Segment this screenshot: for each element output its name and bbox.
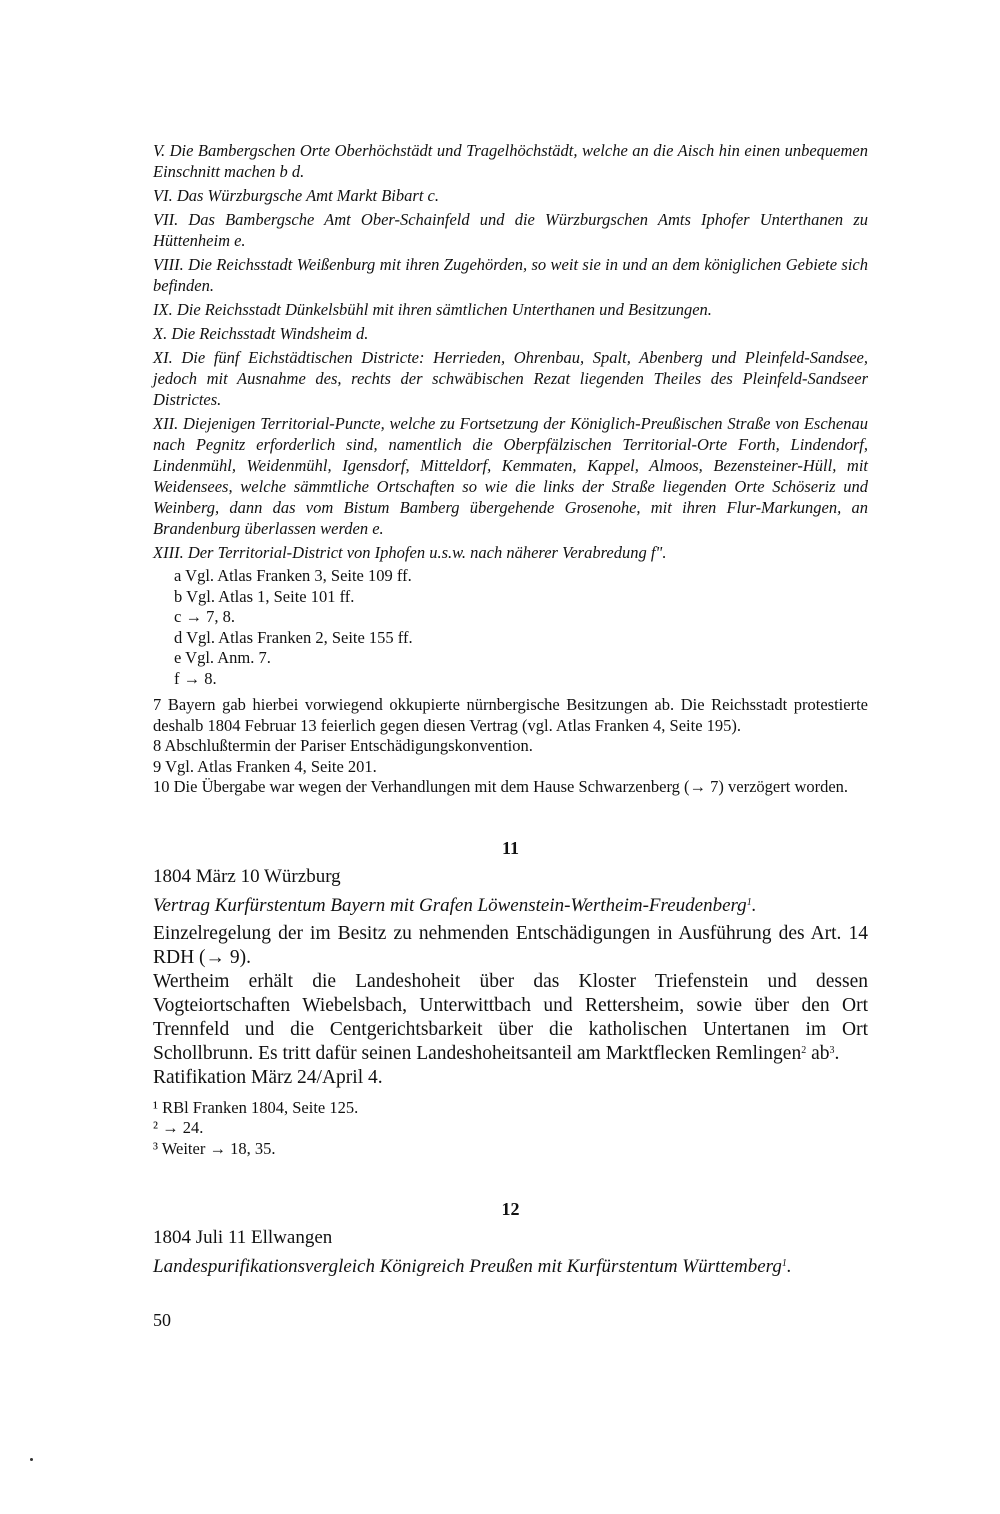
article-xii: XII. Diejenigen Territorial-Puncte, welche zu Fortsetzung der Königlich-Preußischen Straße von Eschenau nach Pegnitz erforderlich sind, namentlich die Oberpfälzischen Territorial-Orte Forth, Lindendorf, Lindenmühl, Weidenmühl, Igensdorf, Mitteldorf, Kemmaten, Kappel, Almoos, Bezensteiner-Hüll, mit Weidensees, welche sämmtliche Ortschaften so wie die links der Straße liegenden Orte Schöseriz und Weinberg, dann das vom Bistum Bamberg übergehende Grosenohe, mit ihren Flur-Markungen, an Brandenburg überlassen werden e. (153, 414, 868, 538)
document-page (153, 140, 868, 1331)
document-11-footnote-1: ¹ RBl Franken 1804, Seite 125. (153, 1097, 359, 1117)
letter-note-b: b Vgl. Atlas 1, Seite 101 ff. (174, 586, 355, 606)
document-12-title-footnote-ref: 1 (781, 1258, 787, 1269)
document-11-date-place: 1804 März 10 Würzburg (153, 865, 341, 887)
document-11-footnote-3: ³ Weiter → 18, 35. (153, 1138, 276, 1158)
document-11-body (153, 922, 868, 1090)
document-11-content-ab: ab (806, 1042, 830, 1064)
page-number: 50 (153, 1310, 171, 1330)
article-viii: VIII. Die Reichsstadt Weißenburg mit ihren Zugehörden, so weit sie in und an dem königlichen Gebiete sich befinden. (153, 255, 868, 295)
document-11-summary: Einzelregelung der im Besitz zu nehmenden Entschädigungen in Ausführung des Art. 14 RDH (→ 9). (153, 922, 868, 968)
document-12-title-end: . (786, 1256, 792, 1277)
document-number-12: 12 (501, 1199, 520, 1219)
document-11-ratification: Ratifikation März 24/April 4. (153, 1066, 383, 1088)
numbered-footnotes (153, 695, 868, 798)
letter-note-e: e Vgl. Anm. 7. (174, 648, 271, 667)
document-12-title (153, 1254, 868, 1280)
document-11-footnote-2: ² → 24. (153, 1118, 204, 1137)
article-xiii: XIII. Der Territorial-District von Iphofen u.s.w. nach näherer Verabredung f". (153, 543, 667, 562)
article-x: X. Die Reichsstadt Windsheim d. (153, 324, 369, 343)
letter-note-c: c → 7, 8. (174, 607, 235, 626)
scan-speck (30, 1458, 33, 1461)
article-vii: VII. Das Bambergsche Amt Ober-Schainfeld und die Würzburgschen Amts Iphofer Unterthanen zu Hüttenheim e. (153, 210, 868, 250)
document-12-title-text: Landespurifikationsvergleich Königreich Preußen mit Kurfürstentum Württemberg (153, 1256, 782, 1277)
document-11-footnotes (153, 1098, 868, 1160)
footnote-ref-3: 3 (829, 1044, 835, 1056)
document-11-content-end: . (834, 1042, 840, 1064)
article-ix: IX. Die Reichsstadt Dünkelsbühl mit ihren sämtlichen Unterthanen und Besitzungen. (153, 300, 712, 319)
document-11-content (153, 970, 868, 1066)
footnote-7: 7 Bayern gab hierbei vorwiegend okkupierte nürnbergische Besitzungen ab. Die Reichsstadt protestierte deshalb 1804 Februar 13 feierlich gegen diesen Vertrag (vgl. Atlas Franken 4, Seite 195). (153, 695, 868, 735)
footnote-10: 10 Die Übergabe war wegen der Verhandlungen mit dem Hause Schwarzenberg (→ 7) verzögert worden. (153, 777, 849, 796)
document-11-content-text: Wertheim erhält die Landeshoheit über das Kloster Triefenstein und dessen Vogteiortschaften Wiebelsbach, Unterwittbach und Rettersheim, sowie über den Ort Trennfeld und die Centgerichtsbarkeit über die katholischen Untertanen im Ort Schollbrunn. Es tritt dafür seinen Landeshoheitsanteil am Marktflecken Remlingen (153, 970, 868, 1064)
document-11-title-footnote-ref: 1 (746, 896, 752, 908)
letter-note-f: f → 8. (174, 668, 217, 688)
letter-note-a: a Vgl. Atlas Franken 3, Seite 109 ff. (174, 566, 412, 585)
document-11-title-text: Vertrag Kurfürstentum Bayern mit Grafen Löwenstein-Wertheim-Freudenberg (153, 894, 747, 916)
article-v: V. Die Bambergschen Orte Oberhöchstädt und Tragelhöchstädt, welche an die Aisch hin einen unbequemen Einschnitt machen b d. (153, 141, 868, 181)
article-xi: XI. Die fünf Eichstädtischen Districte: Herrieden, Ohrenbau, Spalt, Abenberg und Pleinfeld-Sandsee, jedoch mit Ausnahme des, rechts der schwäbischen Rezat liegenden Theiles des Pleinfeld-Sandseer Districtes. (153, 348, 868, 409)
footnote-9: 9 Vgl. Atlas Franken 4, Seite 201. (153, 756, 377, 776)
article-vi: VI. Das Würzburgsche Amt Markt Bibart c. (153, 186, 439, 205)
footnote-8: 8 Abschlußtermin der Pariser Entschädigungskonvention. (153, 736, 533, 755)
letter-note-d: d Vgl. Atlas Franken 2, Seite 155 ff. (174, 627, 413, 647)
treaty-article-list (153, 140, 868, 563)
footnote-ref-2: 2 (801, 1044, 807, 1056)
document-11-title (153, 893, 868, 919)
document-11-title-end: . (751, 894, 757, 916)
document-number-11: 11 (501, 837, 519, 858)
document-12-date-place: 1804 Juli 11 Ellwangen (153, 1227, 333, 1248)
letter-notes (153, 566, 868, 689)
